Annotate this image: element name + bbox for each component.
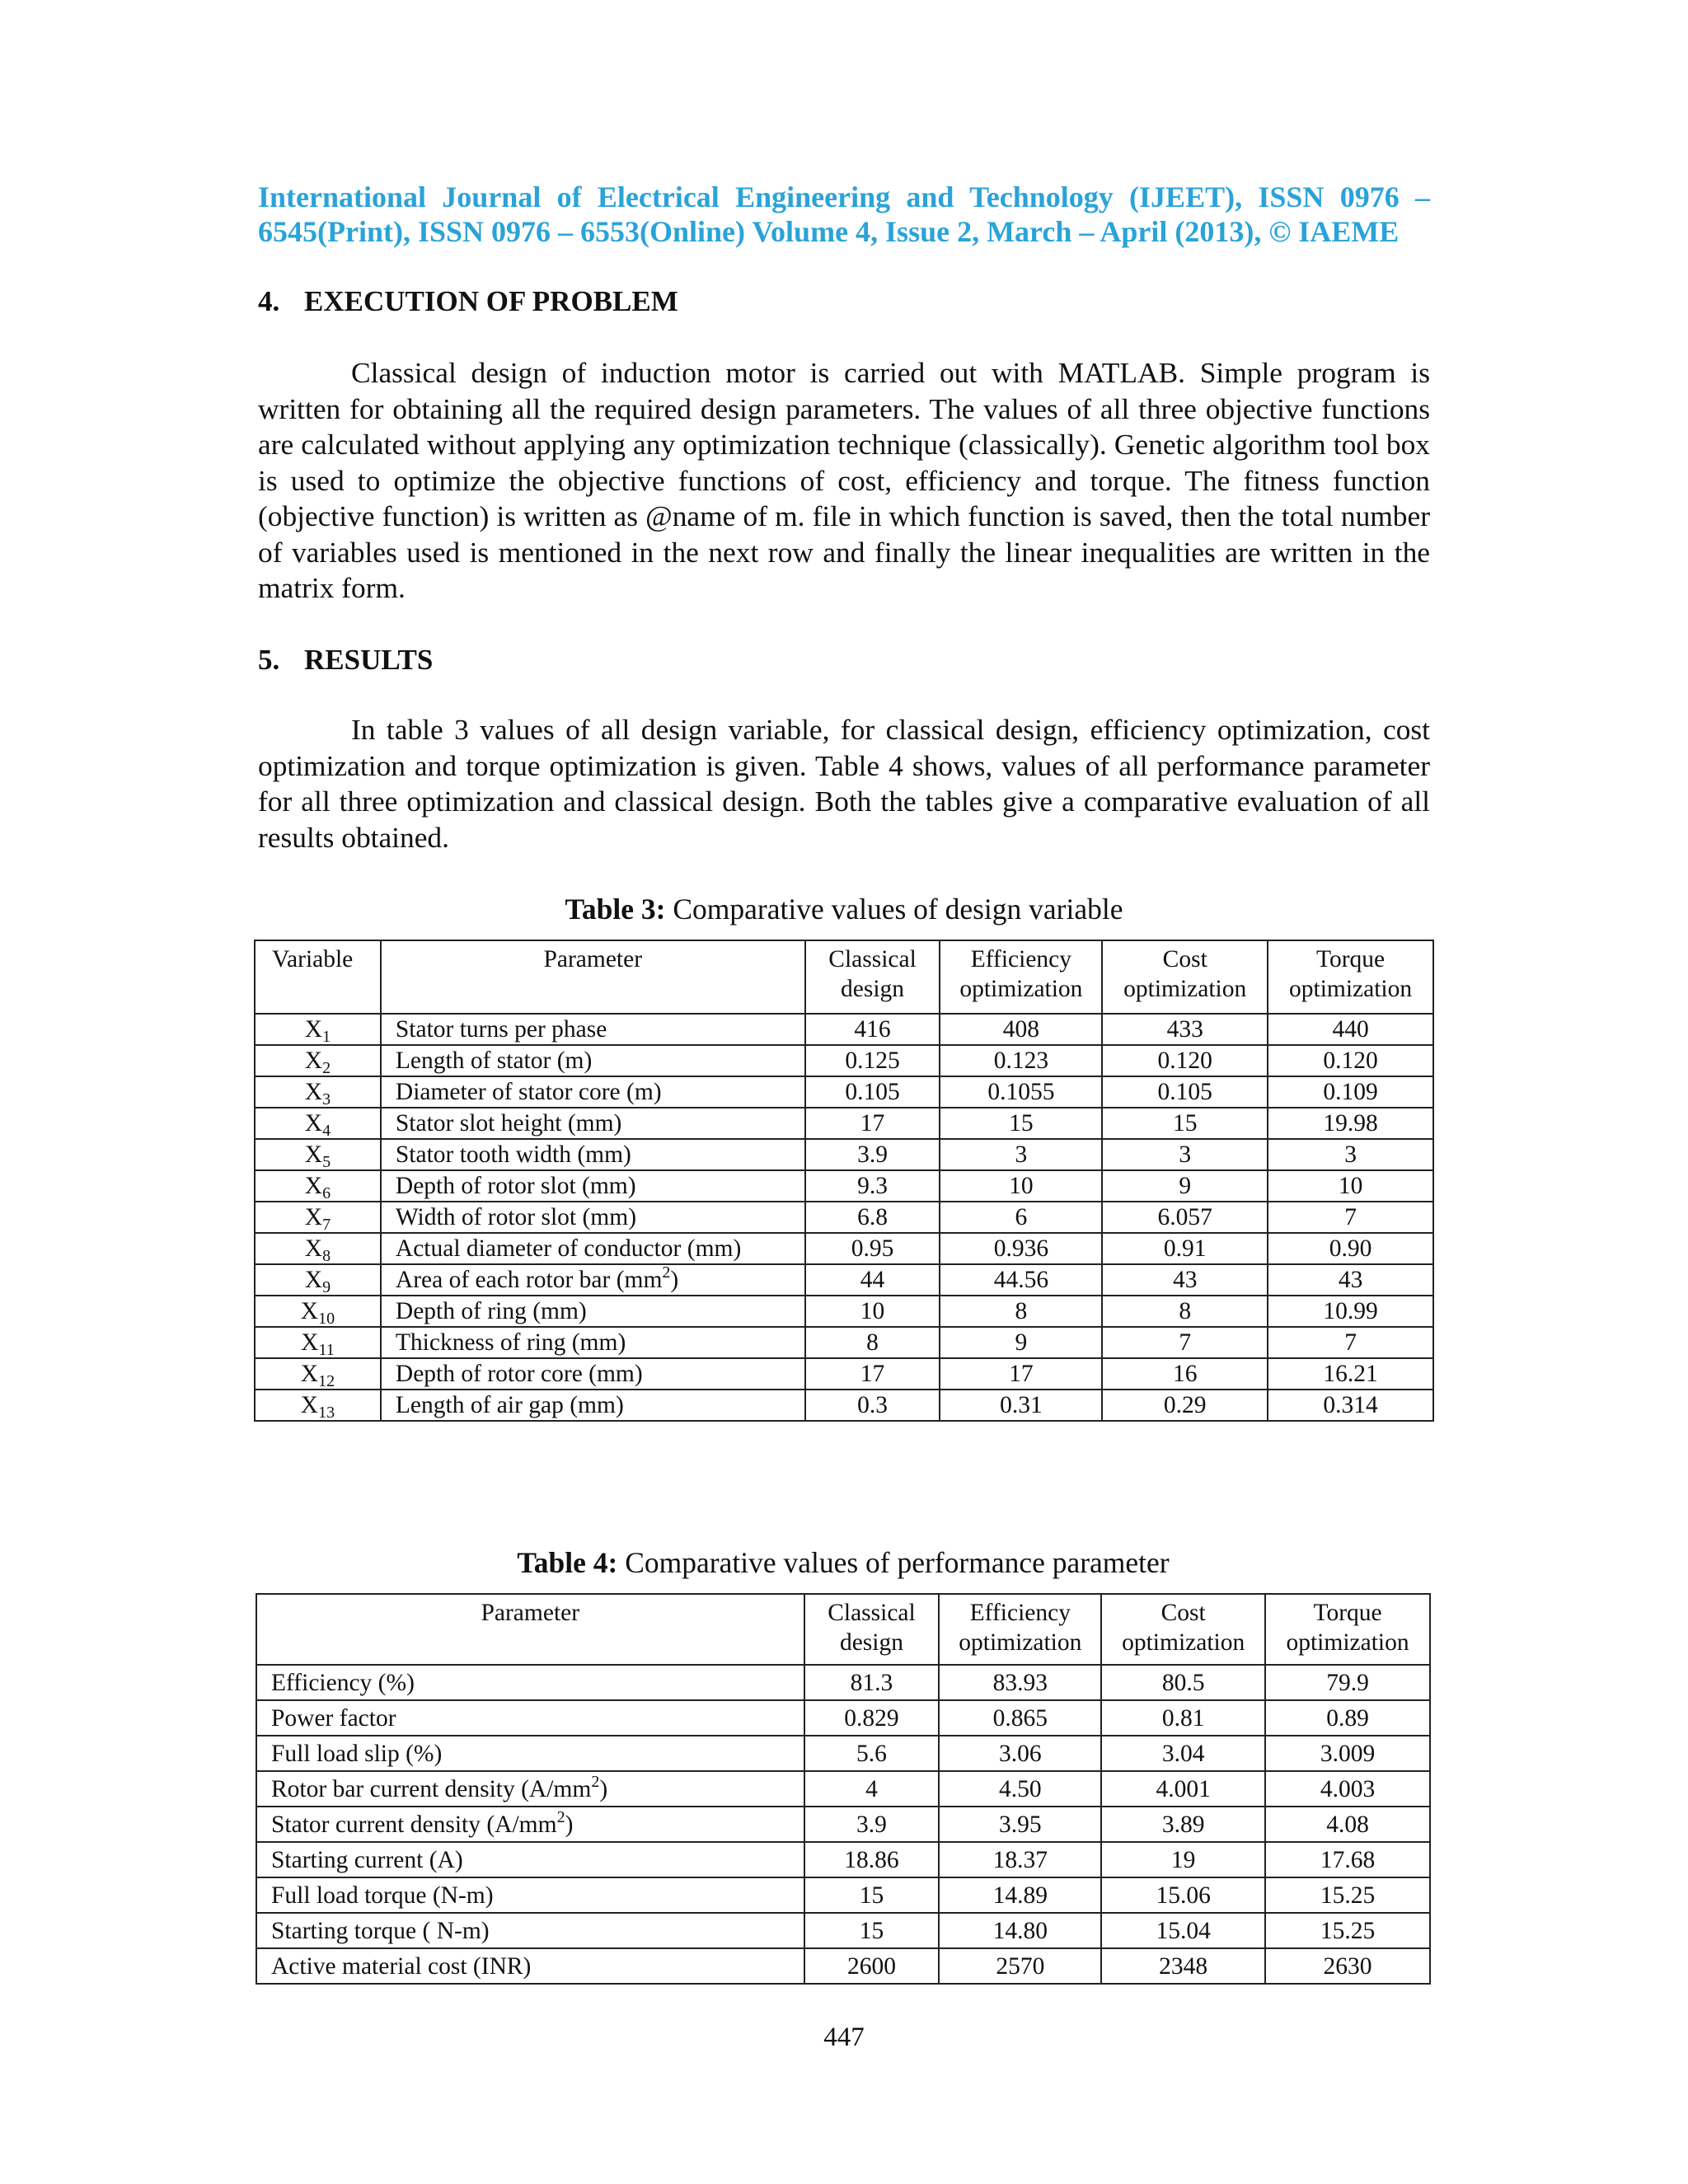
variable-symbol: X [304, 1204, 323, 1230]
table-3-row [255, 1045, 1433, 1076]
parameter-text: Active material cost (INR) [271, 1952, 532, 1980]
table-3-header-row [255, 940, 1433, 1014]
table-3-row [255, 1076, 1433, 1108]
parameter-cell [381, 1233, 805, 1264]
parameter-text: Depth of ring (mm) [395, 1298, 587, 1324]
variable-subscript: 10 [318, 1310, 335, 1328]
table-3-row [255, 1170, 1433, 1202]
efficiency-value-cell: 2570 [939, 1948, 1101, 1984]
table-3-caption [254, 892, 1434, 926]
table-3-row [255, 1390, 1433, 1421]
cost-value-cell: 7 [1102, 1327, 1268, 1358]
table-4-row [256, 1665, 1430, 1700]
section-4-number: 4. [258, 285, 280, 317]
classical-value-cell: 3.9 [805, 1139, 940, 1170]
table-3-caption-label: Table 3: [565, 893, 666, 926]
classical-value-cell: 416 [805, 1014, 940, 1045]
table-4-caption-text: Comparative values of performance parameter [617, 1546, 1170, 1579]
classical-value-cell: 81.3 [804, 1665, 940, 1700]
classical-value-cell: 0.3 [805, 1390, 940, 1421]
variable-subscript: 6 [322, 1184, 331, 1202]
parameter-cell [381, 1296, 805, 1327]
classical-value-cell: 4 [804, 1771, 940, 1807]
parameter-cell [256, 1877, 804, 1913]
torque-value-cell: 7 [1268, 1327, 1433, 1358]
parameter-cell [381, 1390, 805, 1421]
efficiency-value-cell: 0.936 [940, 1233, 1102, 1264]
efficiency-value-cell: 0.865 [939, 1700, 1101, 1736]
parameter-text: Depth of rotor core (mm) [395, 1361, 643, 1387]
variable-cell [255, 1296, 381, 1327]
torque-value-cell: 15.25 [1265, 1877, 1430, 1913]
parameter-text: Full load torque (N-m) [271, 1882, 494, 1909]
parameter-text: Depth of rotor slot (mm) [395, 1173, 636, 1199]
classical-value-cell: 15 [804, 1913, 940, 1948]
parameter-text: Rotor bar current density (A/mm [271, 1775, 592, 1802]
parameter-text: Stator current density (A/mm [271, 1811, 557, 1838]
parameter-text: Stator slot height (mm) [395, 1110, 622, 1137]
table-4-row [256, 1842, 1430, 1877]
torque-value-cell: 0.89 [1265, 1700, 1430, 1736]
table-3-row [255, 1108, 1433, 1139]
table-3-row [255, 1202, 1433, 1233]
parameter-text: Starting current (A) [271, 1846, 463, 1873]
variable-cell [255, 1327, 381, 1358]
efficiency-value-cell: 8 [940, 1296, 1102, 1327]
variable-symbol: X [304, 1141, 323, 1168]
cost-value-cell: 8 [1102, 1296, 1268, 1327]
parameter-text: Actual diameter of conductor (mm) [395, 1235, 742, 1262]
table-4-caption [256, 1545, 1431, 1580]
efficiency-value-cell: 3 [940, 1139, 1102, 1170]
parameter-superscript: 2 [556, 1807, 565, 1826]
efficiency-value-cell: 3.95 [939, 1807, 1101, 1842]
variable-subscript: 4 [322, 1122, 331, 1140]
table-3-row [255, 1296, 1433, 1327]
variable-subscript: 13 [318, 1404, 335, 1422]
efficiency-value-cell: 14.80 [939, 1913, 1101, 1948]
torque-value-cell: 2630 [1265, 1948, 1430, 1984]
variable-subscript: 8 [322, 1247, 331, 1265]
variable-symbol: X [304, 1173, 323, 1199]
section-5-paragraph: In table 3 values of all design variable, for classical design, efficiency optimization, cost optimization and torque optimization is given. Table 4 shows, values of all performance parameter for all three optimization and classical design. Both the tables give a comparative evaluation of all results obtained. [258, 713, 1430, 854]
cost-value-cell: 6.057 [1102, 1202, 1268, 1233]
table-3-row [255, 1327, 1433, 1358]
torque-value-cell: 3.009 [1265, 1736, 1430, 1771]
parameter-cell [256, 1913, 804, 1948]
parameter-cell [381, 1014, 805, 1045]
variable-symbol: X [304, 1016, 323, 1043]
cost-value-cell: 433 [1102, 1014, 1268, 1045]
cost-value-cell: 3.89 [1101, 1807, 1265, 1842]
table-4-row [256, 1771, 1430, 1807]
efficiency-value-cell: 4.50 [939, 1771, 1101, 1807]
classical-value-cell: 0.829 [804, 1700, 940, 1736]
torque-value-cell: 10 [1268, 1170, 1433, 1202]
variable-symbol: X [300, 1361, 319, 1387]
parameter-cell [381, 1202, 805, 1233]
classical-value-cell: 10 [805, 1296, 940, 1327]
parameter-text: Efficiency (%) [271, 1669, 415, 1696]
cost-value-cell: 0.105 [1102, 1076, 1268, 1108]
parameter-cell [381, 1045, 805, 1076]
parameter-text: Stator turns per phase [395, 1016, 607, 1043]
parameter-text: Starting torque ( N-m) [271, 1917, 490, 1944]
variable-cell [255, 1233, 381, 1264]
parameter-text: Area of each rotor bar (mm [395, 1267, 663, 1293]
torque-value-cell: 4.08 [1265, 1807, 1430, 1842]
cost-value-cell: 4.001 [1101, 1771, 1265, 1807]
section-5-number: 5. [258, 644, 280, 676]
classical-value-cell: 8 [805, 1327, 940, 1358]
torque-value-cell: 0.109 [1268, 1076, 1433, 1108]
variable-cell [255, 1390, 381, 1421]
parameter-cell [381, 1264, 805, 1296]
cost-value-cell: 19 [1101, 1842, 1265, 1877]
variable-cell [255, 1014, 381, 1045]
parameter-cell [381, 1170, 805, 1202]
cost-value-cell: 16 [1102, 1358, 1268, 1390]
journal-header-line-2: 6545(Print), ISSN 0976 – 6553(Online) Volume 4, Issue 2, March – April (2013), © IAEME [258, 215, 1400, 248]
variable-cell [255, 1108, 381, 1139]
torque-value-cell: 43 [1268, 1264, 1433, 1296]
table-3-row [255, 1358, 1433, 1390]
classical-value-cell: 3.9 [804, 1807, 940, 1842]
table-3-row [255, 1139, 1433, 1170]
parameter-text: Power factor [271, 1704, 396, 1732]
variable-cell [255, 1045, 381, 1076]
torque-value-cell: 440 [1268, 1014, 1433, 1045]
cost-value-cell: 0.81 [1101, 1700, 1265, 1736]
efficiency-value-cell: 14.89 [939, 1877, 1101, 1913]
table-3-header-torque: Torque optimization [1268, 940, 1433, 1014]
torque-value-cell: 17.68 [1265, 1842, 1430, 1877]
variable-cell [255, 1076, 381, 1108]
cost-value-cell: 3.04 [1101, 1736, 1265, 1771]
table-3-row [255, 1014, 1433, 1045]
section-5-title: RESULTS [304, 644, 434, 676]
table-4-caption-label: Table 4: [517, 1546, 618, 1579]
cost-value-cell: 15.04 [1101, 1913, 1265, 1948]
cost-value-cell: 0.91 [1102, 1233, 1268, 1264]
efficiency-value-cell: 6 [940, 1202, 1102, 1233]
table-3-header-classical: Classical design [805, 940, 940, 1014]
torque-value-cell: 15.25 [1265, 1913, 1430, 1948]
variable-symbol: X [304, 1267, 323, 1293]
parameter-cell [381, 1358, 805, 1390]
classical-value-cell: 15 [804, 1877, 940, 1913]
variable-symbol: X [304, 1110, 323, 1137]
parameter-text: Full load slip (%) [271, 1740, 443, 1767]
table-3-row [255, 1264, 1433, 1296]
efficiency-value-cell: 10 [940, 1170, 1102, 1202]
classical-value-cell: 18.86 [804, 1842, 940, 1877]
table-4-row [256, 1736, 1430, 1771]
parameter-cell [256, 1771, 804, 1807]
classical-value-cell: 17 [805, 1358, 940, 1390]
table-4-row [256, 1948, 1430, 1984]
efficiency-value-cell: 408 [940, 1014, 1102, 1045]
table-3-caption-text: Comparative values of design variable [665, 893, 1123, 926]
torque-value-cell: 19.98 [1268, 1108, 1433, 1139]
torque-value-cell: 3 [1268, 1139, 1433, 1170]
section-4-title: EXECUTION OF PROBLEM [304, 285, 678, 317]
table-4-header-classical: Classical design [804, 1594, 940, 1665]
cost-value-cell: 15 [1102, 1108, 1268, 1139]
parameter-cell [256, 1736, 804, 1771]
efficiency-value-cell: 17 [940, 1358, 1102, 1390]
parameter-cell [381, 1108, 805, 1139]
parameter-text: Stator tooth width (mm) [395, 1141, 631, 1168]
parameter-cell [381, 1076, 805, 1108]
classical-value-cell: 6.8 [805, 1202, 940, 1233]
table-3-row [255, 1233, 1433, 1264]
table-4 [256, 1593, 1431, 1985]
parameter-cell [256, 1665, 804, 1700]
variable-symbol: X [300, 1392, 319, 1418]
variable-subscript: 9 [322, 1278, 331, 1296]
table-4-header-row [256, 1594, 1430, 1665]
cost-value-cell: 80.5 [1101, 1665, 1265, 1700]
torque-value-cell: 16.21 [1268, 1358, 1433, 1390]
classical-value-cell: 0.125 [805, 1045, 940, 1076]
classical-value-cell: 5.6 [804, 1736, 940, 1771]
section-4-heading [258, 285, 678, 318]
torque-value-cell: 0.90 [1268, 1233, 1433, 1264]
classical-value-cell: 0.105 [805, 1076, 940, 1108]
variable-cell [255, 1139, 381, 1170]
torque-value-cell: 4.003 [1265, 1771, 1430, 1807]
classical-value-cell: 44 [805, 1264, 940, 1296]
table-3-header-efficiency: Efficiency optimization [940, 940, 1102, 1014]
table-4-row [256, 1877, 1430, 1913]
variable-symbol: X [304, 1079, 323, 1105]
classical-value-cell: 17 [805, 1108, 940, 1139]
parameter-cell [381, 1327, 805, 1358]
variable-symbol: X [301, 1329, 319, 1356]
table-3-header-cost: Cost optimization [1102, 940, 1268, 1014]
parameter-cell [256, 1842, 804, 1877]
variable-cell [255, 1170, 381, 1202]
variable-subscript: 2 [322, 1059, 331, 1077]
efficiency-value-cell: 0.1055 [940, 1076, 1102, 1108]
table-3-header-parameter: Parameter [381, 940, 805, 1014]
efficiency-value-cell: 0.31 [940, 1390, 1102, 1421]
classical-value-cell: 9.3 [805, 1170, 940, 1202]
table-4-row [256, 1807, 1430, 1842]
classical-value-cell: 2600 [804, 1948, 940, 1984]
torque-value-cell: 0.120 [1268, 1045, 1433, 1076]
efficiency-value-cell: 83.93 [939, 1665, 1101, 1700]
section-5-heading [258, 644, 433, 677]
cost-value-cell: 3 [1102, 1139, 1268, 1170]
journal-header [258, 180, 1430, 249]
efficiency-value-cell: 0.123 [940, 1045, 1102, 1076]
parameter-suffix: ) [565, 1811, 574, 1838]
variable-symbol: X [304, 1235, 323, 1262]
page-number: 447 [823, 2022, 865, 2052]
parameter-cell [381, 1139, 805, 1170]
parameter-cell [256, 1807, 804, 1842]
table-4-header-parameter: Parameter [256, 1594, 804, 1665]
variable-symbol: X [300, 1298, 319, 1324]
variable-subscript: 3 [322, 1090, 331, 1108]
table-4-header-torque: Torque optimization [1265, 1594, 1430, 1665]
cost-value-cell: 15.06 [1101, 1877, 1265, 1913]
cost-value-cell: 0.29 [1102, 1390, 1268, 1421]
classical-value-cell: 0.95 [805, 1233, 940, 1264]
parameter-suffix: ) [599, 1775, 608, 1802]
table-4-header-cost: Cost optimization [1101, 1594, 1265, 1665]
efficiency-value-cell: 15 [940, 1108, 1102, 1139]
table-4-row [256, 1913, 1430, 1948]
parameter-text: Thickness of ring (mm) [395, 1329, 626, 1356]
variable-cell [255, 1264, 381, 1296]
parameter-superscript: 2 [662, 1263, 671, 1282]
variable-subscript: 11 [318, 1341, 335, 1359]
efficiency-value-cell: 18.37 [939, 1842, 1101, 1877]
parameter-superscript: 2 [591, 1772, 600, 1791]
parameter-text: Length of stator (m) [395, 1047, 593, 1074]
torque-value-cell: 0.314 [1268, 1390, 1433, 1421]
cost-value-cell: 2348 [1101, 1948, 1265, 1984]
parameter-suffix: ) [670, 1267, 679, 1293]
efficiency-value-cell: 44.56 [940, 1264, 1102, 1296]
variable-subscript: 1 [322, 1028, 331, 1046]
efficiency-value-cell: 9 [940, 1327, 1102, 1358]
parameter-cell [256, 1700, 804, 1736]
table-4-header-efficiency: Efficiency optimization [939, 1594, 1101, 1665]
variable-symbol: X [304, 1047, 323, 1074]
torque-value-cell: 79.9 [1265, 1665, 1430, 1700]
variable-subscript: 7 [322, 1216, 331, 1234]
journal-header-line-1: International Journal of Electrical Engineering and Technology (IJEET), ISSN 0976 – [258, 180, 1430, 213]
parameter-text: Diameter of stator core (m) [395, 1079, 662, 1105]
parameter-cell [256, 1948, 804, 1984]
variable-cell [255, 1202, 381, 1233]
section-4-paragraph: Classical design of induction motor is carried out with MATLAB. Simple program is written for obtaining all the required design parameters. The values of all three objective functions are calculated without applying any optimization technique (classically). Genetic algorithm tool box is used to optimize the objective functions of cost, efficiency and torque. The fitness function (objective function) is written as @name of m. file in which function is saved, then the total number of variables used is mentioned in the next row and finally the linear inequalities are written in the matrix form. [258, 356, 1430, 604]
variable-subscript: 12 [318, 1372, 335, 1390]
table-3-header-variable: Variable [255, 940, 381, 1014]
cost-value-cell: 9 [1102, 1170, 1268, 1202]
efficiency-value-cell: 3.06 [939, 1736, 1101, 1771]
torque-value-cell: 10.99 [1268, 1296, 1433, 1327]
parameter-text: Width of rotor slot (mm) [395, 1204, 637, 1230]
parameter-text: Length of air gap (mm) [395, 1392, 624, 1418]
variable-subscript: 5 [322, 1153, 331, 1171]
table-3 [254, 940, 1434, 1422]
cost-value-cell: 43 [1102, 1264, 1268, 1296]
variable-cell [255, 1358, 381, 1390]
torque-value-cell: 7 [1268, 1202, 1433, 1233]
cost-value-cell: 0.120 [1102, 1045, 1268, 1076]
table-4-row [256, 1700, 1430, 1736]
